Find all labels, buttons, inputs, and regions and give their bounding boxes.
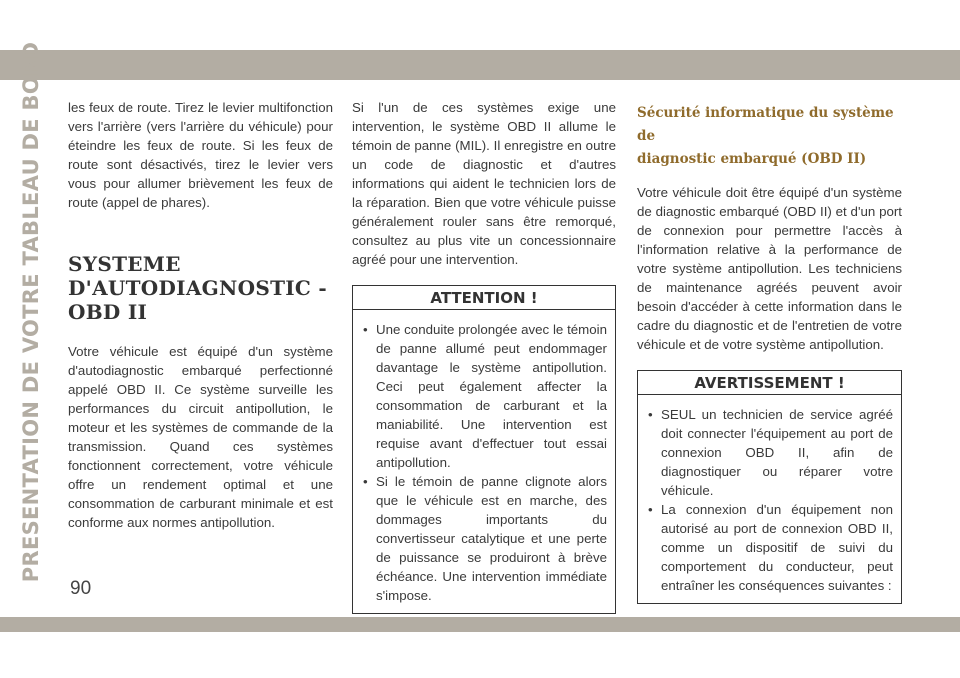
section-title xyxy=(68,252,333,324)
column-right xyxy=(637,98,902,604)
section-title-line-2: D'AUTODIAGNOSTIC - xyxy=(68,276,327,300)
page-number: 90 xyxy=(70,578,92,599)
subsection-title-line-2: diagnostic embarqué (OBD II) xyxy=(637,151,867,167)
footer-bar xyxy=(0,617,960,632)
column-left xyxy=(68,98,333,532)
caution-item: • Une conduite prolongée avec le témoin de panne allumé peut endommager davantage le système antipollution. Ceci peut également affecter la consommation de carburant et la maniabilité. Une intervention est requise avant d'effectuer tout essai antipollution. xyxy=(361,320,607,472)
section-title-line-3: OBD II xyxy=(68,300,148,324)
caution-list xyxy=(353,310,615,613)
continued-paragraph: les feux de route. Tirez le levier multifonction vers l'arrière (vers l'arrière du véhicule) pour éteindre les feux de route. Si les feux de route sont désactivés, tirez le levier vers vous pour allumer brièvement les feux de route (appel de phares). xyxy=(68,100,333,210)
caution-title: ATTENTION ! xyxy=(353,286,615,310)
warning-box xyxy=(637,370,902,604)
warning-list xyxy=(638,395,901,603)
chapter-side-title-text: PRESENTATION DE VOTRE TABLEAU DE BORD xyxy=(19,41,43,583)
warning-item: • La connexion d'un équipement non autorisé au port de connexion OBD II, comme un dispositif de suivi du comportement du conducteur, peut entraîner les conséquences suivantes : xyxy=(646,500,893,595)
subsection-title-line-1: Sécurité informatique du système de xyxy=(637,105,894,144)
section-body: Votre véhicule est équipé d'un système d'autodiagnostic embarqué perfectionné appelé OBD II. Ce système surveille les performances du circuit antipollution, le moteur et les systèmes de commande de la transmission. Quand ces systèmes fonctionnent correctement, votre véhicule offre un rendement optimal et une consommation de carburant minimale et est conforme aux normes antipollution. xyxy=(68,344,333,530)
header-bar xyxy=(0,0,960,80)
column-middle xyxy=(352,98,616,614)
caution-item: • Si le témoin de panne clignote alors que le véhicule est en marche, des dommages importants du convertisseur catalytique et une perte de puissance se produiront à brève échéance. Une intervention immédiate s'impose. xyxy=(361,472,607,605)
warning-item: • SEUL un technicien de service agréé doit connecter l'équipement au port de connexion OBD II, afin de diagnostiquer ou réparer votre véhicule. xyxy=(646,405,893,500)
caution-box xyxy=(352,285,616,614)
chapter-side-title xyxy=(14,41,48,583)
header-band xyxy=(0,50,960,80)
warning-title: AVERTISSEMENT ! xyxy=(638,371,901,395)
subsection-title xyxy=(637,102,902,171)
right-paragraph: Votre véhicule doit être équipé d'un système de diagnostic embarqué (OBD II) et d'un port de connexion pour permettre l'accès à l'information relative à la performance de votre système antipollution. Les techniciens de maintenance agréés peuvent avoir besoin d'accéder à cette information dans le cadre du diagnostic et de l'entretien de votre véhicule et de votre système antipollution. xyxy=(637,185,902,352)
middle-paragraph: Si l'un de ces systèmes exige une intervention, le système OBD II allume le témoin de panne (MIL). Il enregistre en outre un code de diagnostic et d'autres informations qui aident le technicien lors de la réparation. Bien que votre véhicule puisse généralement rouler sans être remorqué, consultez au plus vite un concessionnaire agréé pour une intervention. xyxy=(352,100,616,267)
section-title-line-1: SYSTEME xyxy=(68,252,181,276)
